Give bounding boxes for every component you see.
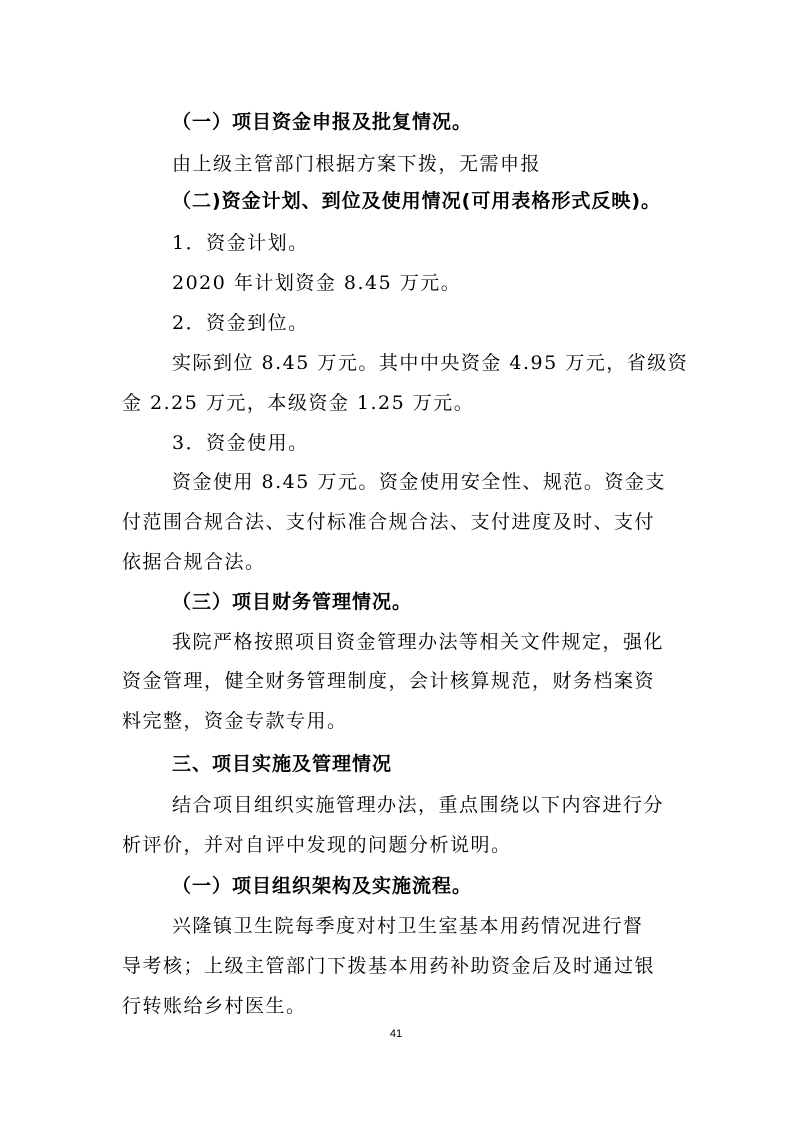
paragraph-line: 实际到位 8.45 万元。其中中央资金 4.95 万元，省级资 (172, 352, 689, 374)
paragraph-line: 料完整，资金专款专用。 (122, 710, 348, 732)
paragraph-line: 资金使用 8.45 万元。资金使用安全性、规范。资金支 (172, 471, 666, 493)
heading-funding-plan-usage: （二)资金计划、到位及使用情况(可用表格形式反映)。 (172, 190, 662, 212)
paragraph-line: 2020 年计划资金 8.45 万元。 (172, 272, 462, 294)
paragraph-line: 结合项目组织实施管理办法，重点围绕以下内容进行分 (172, 794, 665, 816)
page-number: 41 (389, 1028, 403, 1040)
paragraph-line: 付范围合规合法、支付标准合规合法、支付进度及时、支付 (122, 511, 656, 533)
subheading-funding-usage: 3．资金使用。 (172, 432, 309, 454)
paragraph-line: 导考核；上级主管部门下拨基本用药补助资金后及时通过银 (122, 955, 656, 977)
paragraph-line: 兴隆镇卫生院每季度对村卫生室基本用药情况进行督 (172, 915, 644, 937)
heading-project-implementation: 三、项目实施及管理情况 (172, 753, 393, 775)
heading-organization-structure: （一）项目组织架构及实施流程。 (172, 875, 473, 897)
paragraph-line: 依据合规合法。 (122, 551, 266, 573)
paragraph-line: 我院严格按照项目资金管理办法等相关文件规定，强化 (172, 631, 665, 653)
paragraph-line: 金 2.25 万元，本级资金 1.25 万元。 (122, 392, 475, 414)
subheading-funding-arrival: 2．资金到位。 (172, 312, 309, 334)
paragraph-line: 行转账给乡村医生。 (122, 995, 307, 1017)
paragraph-line: 析评价，并对自评中发现的问题分析说明。 (122, 834, 512, 856)
subheading-funding-plan: 1．资金计划。 (172, 232, 309, 254)
heading-project-funding-application: （一）项目资金申报及批复情况。 (172, 111, 473, 133)
paragraph-line: 由上级主管部门根据方案下拨，无需申报 (172, 153, 542, 175)
heading-financial-management: （三）项目财务管理情况。 (172, 591, 413, 613)
paragraph-line: 资金管理，健全财务管理制度，会计核算规范，财务档案资 (122, 670, 656, 692)
